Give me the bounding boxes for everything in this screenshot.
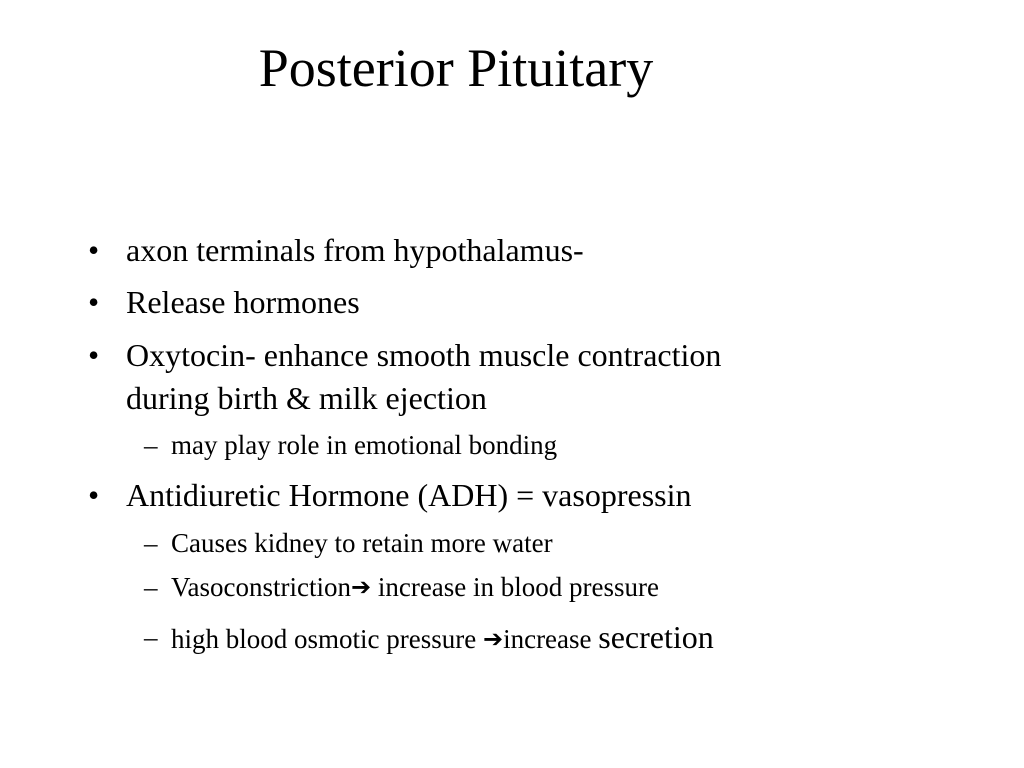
sub-bullet-text-after: increase in blood pressure [371, 572, 659, 602]
sub-bullet-text-after: increase [503, 624, 599, 654]
sub-bullet-text: Causes kidney to retain more water [171, 528, 553, 558]
slide-title: Posterior Pituitary [258, 38, 654, 98]
bullet-marker: • [88, 477, 100, 513]
bullet-text-line2: during birth & milk ejection [126, 380, 487, 416]
sub-bullet-text: may play role in emotional bonding [171, 430, 558, 460]
dash-marker: – [144, 622, 158, 652]
bullet-text: Antidiuretic Hormone (ADH) = vasopressin [126, 477, 692, 513]
sub-bullet-text [171, 570, 659, 604]
sub-bullet-text-emphasis: secretion [598, 619, 714, 655]
bullet-marker: • [88, 232, 100, 268]
dash-marker: – [144, 528, 158, 558]
bullet-marker: • [88, 284, 100, 320]
sub-bullet-text-before: Vasoconstriction [171, 572, 351, 602]
bullet-text: axon terminals from hypothalamus- [126, 232, 584, 268]
bullet-text-line1: Oxytocin- enhance smooth muscle contraction [126, 337, 722, 373]
sub-bullet-text [171, 620, 714, 656]
arrow-right-icon: ➔ [482, 625, 504, 653]
bullet-marker: • [88, 337, 100, 373]
dash-marker: – [144, 430, 158, 460]
arrow-right-icon: ➔ [350, 573, 372, 601]
bullet-text: Release hormones [126, 284, 360, 320]
dash-marker: – [144, 572, 158, 602]
sub-bullet-text-before: high blood osmotic pressure [171, 624, 483, 654]
